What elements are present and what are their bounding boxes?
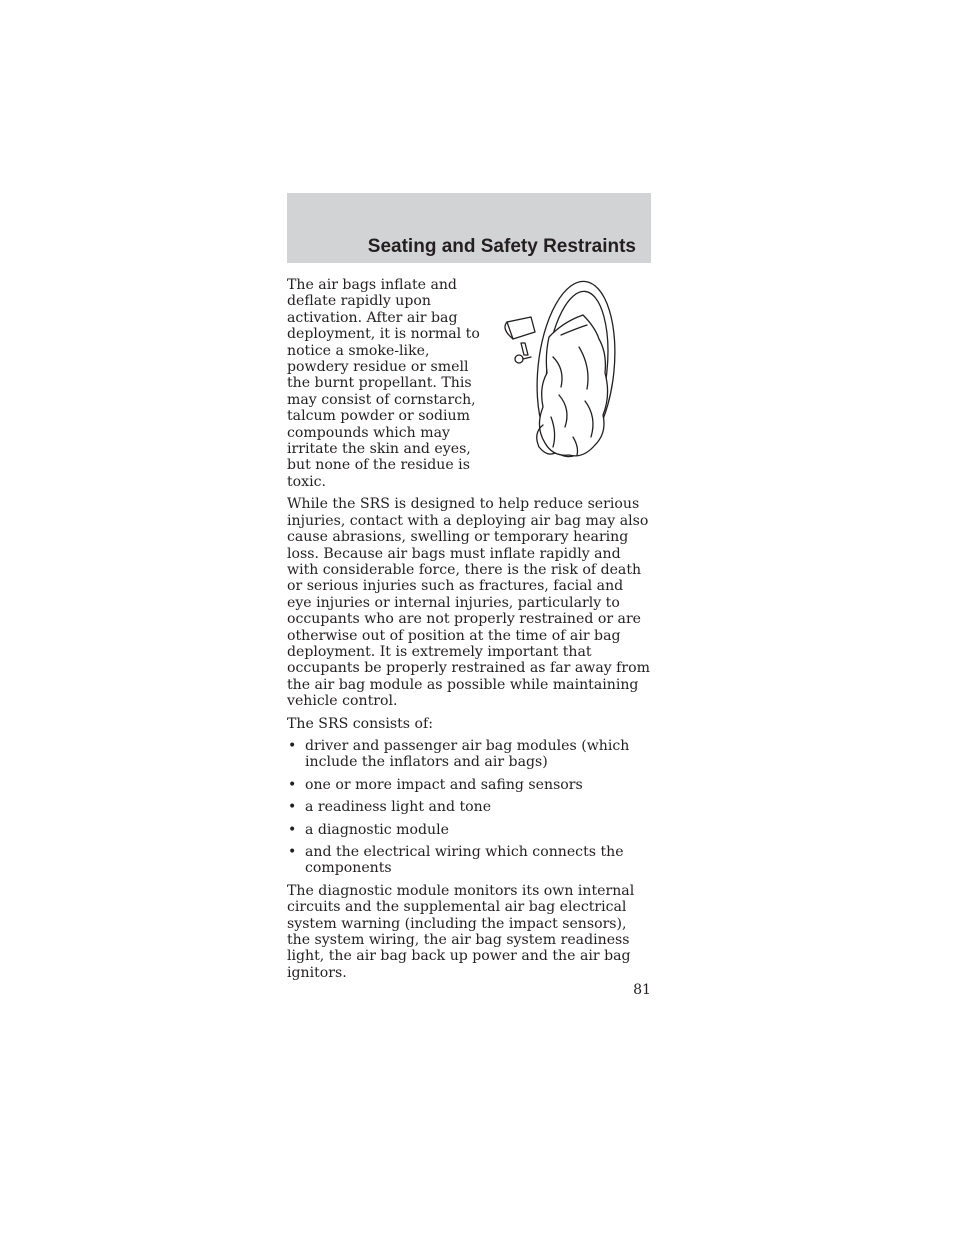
page-number: 81 [633,982,651,998]
list-item-text: a readiness light and tone [305,799,492,816]
list-item [287,822,651,838]
list-item-text: one or more impact and safing sensors [305,776,583,793]
paragraph-residue: The air bags inflate and deflate rapidly upon activation. After air bag deployment, it is normal to notice a smoke-like, powdery residue or smell the burnt propellant. This may consist of cornstarch, talcum powder or sodium compounds which may irritate the skin and eyes, but none of the residue is toxic. [287,277,480,490]
bullet-icon: • [288,737,297,754]
airbag-deployed-steering-wheel-icon [491,277,651,465]
paragraph-diagnostic-module: The diagnostic module monitors its own internal circuits and the supplemental air bag electrical system warning (including the impact sensors), the system wiring, the air bag system readiness light, the air bag back up power and the air bag ignitors. [287,882,635,981]
section-header-band [287,193,651,263]
bullet-icon: • [288,799,297,816]
list-item [287,844,651,877]
list-item [287,738,651,771]
list-item-text: and the electrical wiring which connects the components [305,844,624,877]
bullet-icon: • [288,821,297,838]
list-item [287,777,651,793]
paragraph-srs-intro: The SRS consists of: [287,715,433,732]
paragraph-injury-risk: While the SRS is designed to help reduce serious injuries, contact with a deploying air bag may also cause abrasions, swelling or temporary hearing loss. Because air bags must inflate rapidly and with considerable force, there is the risk of death or serious injuries such as fractures, facial and eye injuries or internal injuries, particularly to occupants who are not properly restrained or are otherwise out of position at the time of air bag deployment. It is extremely important that occupants be properly restrained as far away from the air bag module as possible while maintaining vehicle control. [287,496,650,710]
section-title: Seating and Safety Restraints [367,236,636,257]
list-item [287,799,651,815]
bullet-icon: • [288,844,297,860]
bullet-icon: • [288,776,297,793]
list-item-text: driver and passenger air bag modules (which include the inflators and air bags) [305,737,630,771]
list-item-text: a diagnostic module [305,821,449,838]
srs-components-list [287,738,651,877]
page-content [287,277,651,987]
